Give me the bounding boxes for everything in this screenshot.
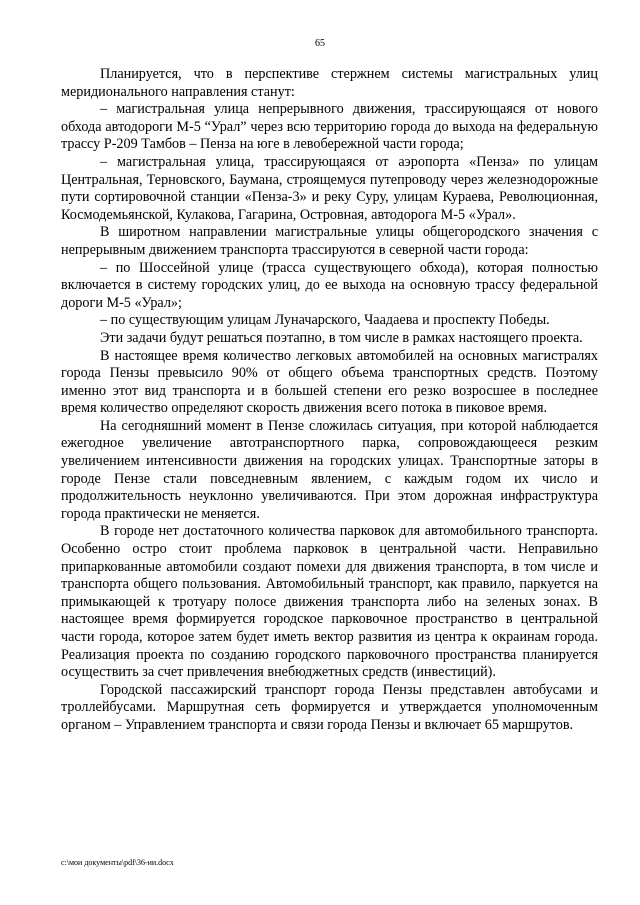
- paragraph-2: – магистральная улица непрерывного движения, трассирующаяся от нового обхода автодороги М-5 “Урал” через всю территорию города до выхода на федеральную трассу Р-209 Тамбов – Пенза на юге в левобережной части города;: [61, 101, 598, 153]
- paragraph-1: Планируется, что в перспективе стержнем системы магистральных улиц меридионального направления станут:: [61, 66, 598, 100]
- paragraph-3: – магистральная улица, трассирующаяся от аэропорта «Пенза» по улицам Центральная, Терновского, Баумана, строящемуся путепроводу через железнодорожные пути сортировочной станции «Пенза-3» и реку Суру, улицам Кураева, Революционная, Космодемьянской, Кулакова, Гагарина, Островная, автодорога М-5 «Урал».: [61, 153, 598, 223]
- paragraph-4: В широтном направлении магистральные улицы общегородского значения с непрерывным движением транспорта трассируются в северной части города:: [61, 224, 598, 258]
- paragraph-6: – по существующим улицам Луначарского, Чаадаева и проспекту Победы.: [100, 312, 550, 329]
- paragraph-11: Городской пассажирский транспорт города Пензы представлен автобусами и троллейбусами. Маршрутная сеть формируется и утверждается уполномоченным органом – Управлением транспорта и связи города Пензы и включает 65 маршрутов.: [61, 681, 598, 733]
- paragraph-7: Эти задачи будут решаться поэтапно, в том числе в рамках настоящего проекта.: [100, 329, 583, 346]
- body-text: [61, 66, 598, 735]
- paragraph-8: В настоящее время количество легковых автомобилей на основных магистралях города Пензы превысило 90% от общего объема транспортных средств. Поэтому именно этот вид транспорта и в большей степени его резко возросшее в последнее время количество определяют скорость движения всего потока в пиковое время.: [61, 347, 598, 417]
- page-number: 65: [315, 38, 325, 49]
- paragraph-5: – по Шоссейной улице (трасса существующего обхода), которая полностью включается в систему городских улиц, до ее выхода на основную трассу федеральной дороги М-5 «Урал»;: [61, 259, 598, 311]
- footer-file-path: c:\мои документы\pdf\36-ии.docx: [61, 858, 174, 867]
- paragraph-9: На сегодняшний момент в Пензе сложилась ситуация, при которой наблюдается ежегодное увеличение автотранспортного парка, сопровождающееся резким увеличением интенсивности движения на городских улицах. Транспортные заторы в городе Пензе стали повседневным явлением, с каждым годом их число и продолжительность неуклонно увеличиваются. При этом дорожная инфраструктура города практически не меняется.: [61, 417, 598, 522]
- paragraph-10: В городе нет достаточного количества парковок для автомобильного транспорта. Особенно остро стоит проблема парковок в центральной части. Неправильно припаркованные автомобили создают помехи для движения транспорта, в том числе и транспорта общего пользования. Автомобильный транспорт, как правило, паркуется на примыкающей к тротуару полосе движения транспорта либо на зеленых зонах. В настоящее время формируется городское парковочное пространство в центральной части города, которое затем будет иметь вектор развития из центра к окраинам города. Реализация проекта по созданию городского парковочного пространства планируется осуществить за счет привлечения внебюджетных средств (инвестиций).: [61, 523, 598, 681]
